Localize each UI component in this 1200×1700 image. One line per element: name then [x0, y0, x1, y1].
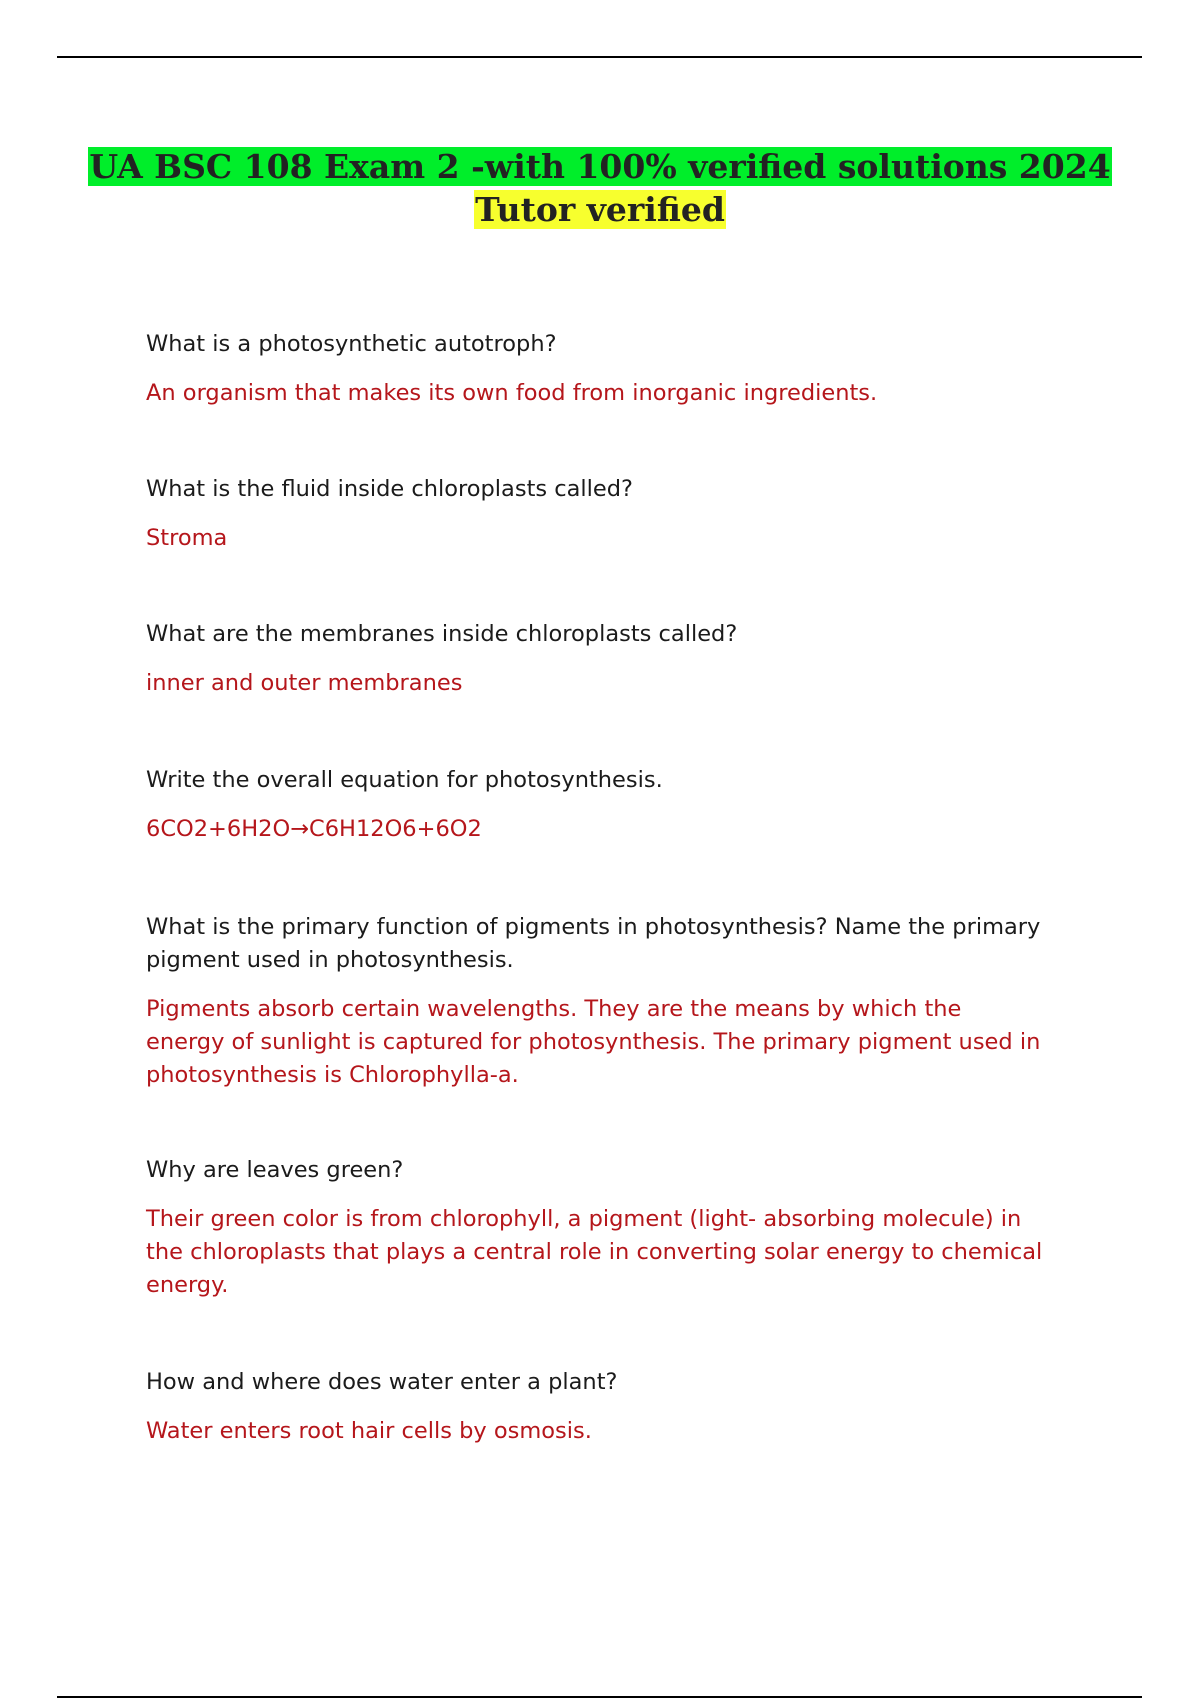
- qa-item: [146, 911, 1046, 1092]
- qa-item: [146, 1154, 1046, 1302]
- answer-text: Water enters root hair cells by osmosis.: [146, 1418, 592, 1444]
- question-text: What is a photosynthetic autotroph?: [146, 331, 557, 357]
- question-text: Why are leaves green?: [146, 1157, 404, 1183]
- qa-item: [146, 473, 1046, 555]
- top-rule: [57, 56, 1142, 58]
- qa-item: [146, 618, 1046, 700]
- title-line-1: UA BSC 108 Exam 2 -with 100% verified solutions 2024: [89, 147, 1111, 186]
- qa-item: [146, 1366, 1046, 1448]
- answer-text: 6CO2+6H2O→C6H12O6+6O2: [146, 816, 482, 842]
- question-text: What is the fluid inside chloroplasts called?: [146, 476, 633, 502]
- title-line-1-wrapper: [0, 145, 1200, 188]
- document-title: [0, 145, 1200, 231]
- bottom-rule: [57, 1696, 1142, 1698]
- question-text: What are the membranes inside chloroplasts called?: [146, 621, 738, 647]
- answer-text: Pigments absorb certain wavelengths. They are the means by which the energy of sunlight is captured for photosynthesis. The primary pigment used in photosynthesis is Chlorophylla-a.: [146, 996, 1041, 1088]
- qa-item: [146, 764, 1046, 846]
- title-line-2: Tutor verified: [475, 190, 725, 229]
- title-line-2-wrapper: [0, 188, 1200, 231]
- answer-text: An organism that makes its own food from inorganic ingredients.: [146, 380, 878, 406]
- answer-text: Their green color is from chlorophyll, a pigment (light- absorbing molecule) in the chloroplasts that plays a central role in converting solar energy to chemical energy.: [146, 1206, 1043, 1298]
- answer-text: inner and outer membranes: [146, 670, 463, 696]
- answer-text: Stroma: [146, 525, 228, 551]
- question-text: Write the overall equation for photosynthesis.: [146, 767, 663, 793]
- question-text: What is the primary function of pigments in photosynthesis? Name the primary pigment used in photosynthesis.: [146, 914, 1041, 973]
- question-text: How and where does water enter a plant?: [146, 1369, 618, 1395]
- qa-item: [146, 328, 1046, 410]
